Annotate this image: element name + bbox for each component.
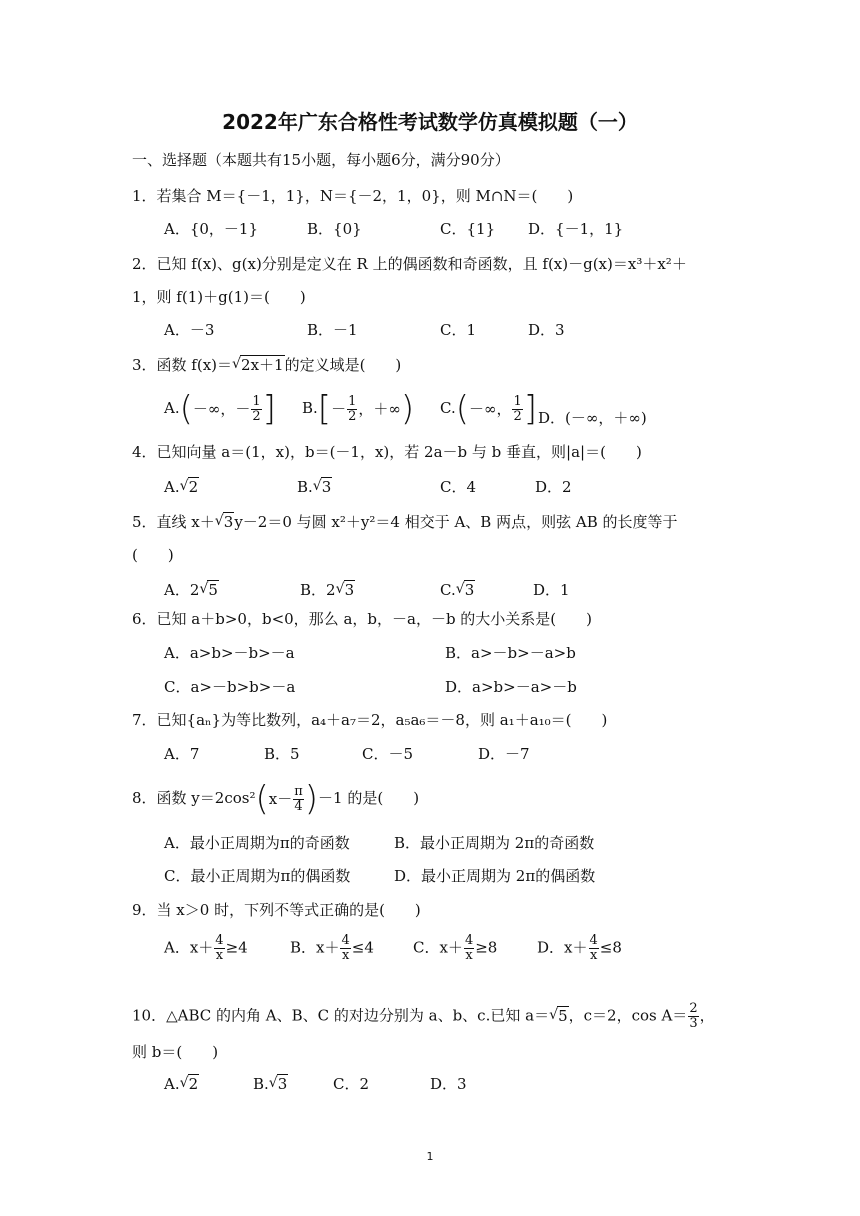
section-heading: 一、选择题（本题共有15小题，每小题6分，满分90分） [132,151,510,169]
question-2-stem-line2: 1，则 f(1)＋g(1)＝( ) [132,288,306,306]
question-2-stem-line1: 2．已知 f(x)、g(x)分别是定义在 R 上的偶函数和奇函数，且 f(x)－g(x)＝x³＋x²＋ [132,255,687,273]
question-6-stem: 6．已知 a＋b>0，b<0，那么 a，b，－a，－b 的大小关系是( ) [132,610,593,628]
question-7-option-a: A．7 [164,745,200,763]
question-3-option-c: C. ( －∞， $\frac{1}{2}$ ] [440,389,538,429]
question-2-option-a: A．－3 [164,321,215,339]
question-6-option-d: D．a>b>－a>－b [445,678,577,696]
question-9-stem: 9．当 x＞0 时，下列不等式正确的是( ) [132,901,421,919]
question-10-stem-line2: 则 b＝( ) [132,1043,219,1061]
question-10-stem-line1: 10．△ABC 的内角 A、B、C 的对边分别为 a、b、c.已知 a＝√ 5，c＝2，cos A＝ $\frac{2}{3}$ ， [132,1002,715,1031]
question-10-option-c: C．2 [333,1075,370,1093]
question-5-stem-line2: ( ) [132,546,174,564]
question-1-option-d: D．{－1，1} [528,220,624,238]
question-7-option-d: D．－7 [478,745,530,763]
question-7-option-b: B．5 [264,745,300,763]
page-number: 1 [426,1150,434,1163]
question-8-option-d: D．最小正周期为 2π的偶函数 [394,867,596,885]
question-6-option-b: B．a>－b>－a>b [445,644,576,662]
question-3-option-b: B. [ － $\frac{1}{2}$ ，＋∞ ) [302,389,415,429]
question-3-stem-post: 的定义域是( ) [284,356,402,374]
question-9-option-c: C．x＋ $\frac{4}{x}$ ≥8 [413,933,498,963]
question-2-option-c: C．1 [440,321,477,339]
question-8-stem: 8．函数 y＝2cos² ( x－ $\frac{\pi}{4}$ ) －1 的是( ) [132,779,420,819]
question-7-stem: 7．已知{aₙ}为等比数列，a₄＋a₇＝2，a₅a₆＝－8，则 a₁＋a₁₀＝( ) [132,711,608,729]
question-10-option-d: D．3 [430,1075,467,1093]
question-6-option-c: C．a>－b>b>－a [164,678,296,696]
question-3-option-a: A. ( －∞，－ $\frac{1}{2}$ ] [164,389,276,429]
question-2-option-b: B．－1 [307,321,358,339]
question-3-stem [132,355,401,375]
question-5-option-a: A．2√ 5 [164,580,219,600]
question-7-option-c: C．－5 [362,745,414,763]
question-5-stem-line1: 5．直线 x＋√ 3y－2＝0 与圆 x²＋y²＝4 相交于 A、B 两点，则弦 AB 的长度等于 [132,512,677,532]
question-1-option-c: C．{1} [440,220,496,238]
question-4-option-a: A.√ 2 [164,477,199,497]
question-8-option-b: B．最小正周期为 2π的奇函数 [394,834,595,852]
question-1-option-a: A．{0，－1} [164,220,259,238]
question-10-option-b: B.√ 3 [253,1074,288,1094]
question-1-option-b: B．{0} [307,220,362,238]
radicand: 2x＋1 [241,356,284,374]
question-9-option-b: B．x＋ $\frac{4}{x}$ ≤4 [290,933,374,963]
question-9-option-d: D．x＋ $\frac{4}{x}$ ≤8 [537,933,622,963]
question-5-option-c: C.√ 3 [440,580,475,600]
question-2-option-d: D．3 [528,321,565,339]
question-4-option-d: D．2 [535,478,572,496]
question-10-option-a: A.√ 2 [164,1074,199,1094]
question-1-stem: 1．若集合 M＝{－1，1}，N＝{－2，1，0}，则 M∩N＝( ) [132,187,574,205]
question-3-stem-pre: 3．函数 f(x)＝ [132,356,233,374]
page-title: 2022年广东合格性考试数学仿真模拟题（一） [222,110,638,134]
question-4-option-c: C．4 [440,478,477,496]
question-5-option-d: D．1 [533,581,570,599]
question-4-stem: 4．已知向量 a＝(1，x)，b＝(－1，x)，若 2a－b 与 b 垂直，则|a|＝( ) [132,443,642,461]
question-4-option-b: B.√ 3 [297,477,332,497]
question-8-option-c: C．最小正周期为π的偶函数 [164,867,351,885]
question-8-option-a: A．最小正周期为π的奇函数 [164,834,350,852]
question-5-option-b: B．2√ 3 [300,580,355,600]
sqrt-symbol [232,355,285,375]
question-9-option-a: A．x＋ $\frac{4}{x}$ ≥4 [164,933,248,963]
question-6-option-a: A．a>b>－b>－a [164,644,295,662]
question-3-option-d: D．(－∞，＋∞) [538,409,647,427]
